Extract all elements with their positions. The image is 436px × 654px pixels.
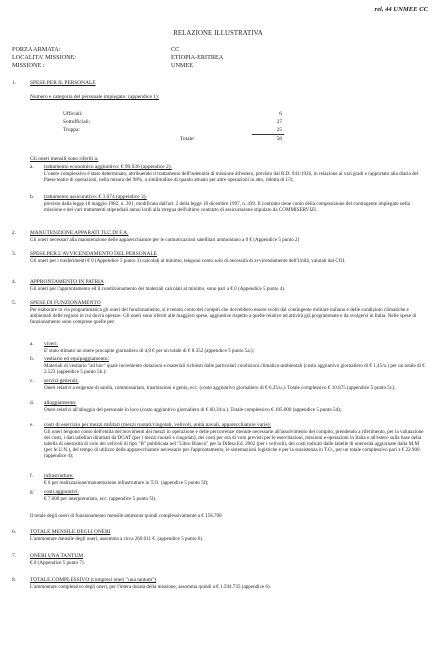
section-6-number: 6.: [12, 529, 17, 535]
section-5-closing: Il totale degli oneri di funzionamento mensile ammonta quindi complessivamente a € 156.700: [30, 513, 222, 519]
section-4-number: 4.: [12, 279, 17, 285]
header-value-localita: ETIOPIA-ERITREA: [171, 54, 224, 61]
s5-item-e-body: Gli oneri tengono conto dell'entità dei movimenti dei mezzi in operazione e delle percorrenze ritenute necessarie all'assolvimento del compito, prendendo a riferimento, per la valutazione dei costi, i dati tabellari diramati da DGAT (per i mezzi ruotati e cingolati), dei costi per ora di volo previsti per le esercitazioni, missioni e operazioni in Italia e all'estero sulla base della tabella di onerosità di volo dei velivoli di tipo "B" pubblicata nel "Libro Bianco" per la Difesa Ed. 2002 (per i velivoli), dei costi indicati dalle tabelle di onerosità aggiornate dalla M.M (per le U.N.), del tempo di utilizzo delle apparecchiature necessarie per l'approntamento, le sistemazioni logistiche e per la sussistenza in T.O., per un totale complessivo pari a € 22.900 (appendice 4);: [44, 429, 424, 460]
s5-item-d-letter: d.: [30, 400, 35, 406]
s5-item-c-letter: c.: [30, 378, 34, 384]
section-1-subheading: Numero e categoria del personale impiegato: (appendice 1):: [30, 94, 160, 100]
section-8-heading: TOTALE COMPLESSIVO (compresi oneri "una tantum"): [30, 577, 157, 583]
section-5-number: 5.: [12, 300, 17, 306]
section-7-number: 7.: [12, 553, 17, 559]
s5-item-g-body: € 7.000 per interpretariato, ecc. (appendice 5 punto 5l).: [44, 496, 157, 502]
s1-item-b-head: trattamento assicurativo: € 3.674 (appendice 3).: [44, 194, 147, 200]
staff-label-officers: Ufficiali:: [63, 111, 83, 117]
staff-total-label: Totale:: [180, 136, 195, 142]
staff-label-troops: Truppa:: [63, 127, 80, 133]
section-8-number: 8.: [12, 577, 17, 583]
s5-item-b-head: vestiario ed equipaggiamento:: [44, 356, 109, 362]
s1-item-b-letter: b.: [30, 194, 35, 200]
s5-item-e-head: costi di esercizio per mezzi militari (mezzi ruotati/cingolati, velivoli, unità navali, apparecchiature varie):: [44, 422, 272, 428]
section-5-intro: Per elaborare in via programmatica gli oneri del funzionamento, si è tenuto conto dei compiti che dovrebbero essere svolti dal contingente militare italiano e delle condizioni climatiche e ambientali delle regioni in cui dovrà operare. Gli oneri sono riferiti alle maggiori spese, aggiuntive rispetto a quelle relative ad attività già programmate e da svolgersi in Italia. Nelle spese di funzionamento sono comprese quelle per:: [30, 307, 417, 326]
staff-value-officers: 6: [279, 111, 282, 117]
section-8-body: L'ammontare complessivo degli oneri, per l'intera durata della missione, assomma quindi a € 1.594.735 (appendice 6).: [30, 584, 271, 590]
section-3-number: 3.: [12, 251, 17, 257]
s5-item-f-body: € 0 per realizzazione/manutenzione infrastrutture in T.O. (appendice 5 punto 5f);: [44, 480, 209, 486]
section-2-number: 2.: [12, 230, 17, 236]
header-label-missione: MISSIONE :: [12, 62, 45, 69]
s5-item-f-letter: f.: [30, 473, 34, 479]
section-1-heading: SPESE PER IL PERSONALE: [30, 80, 96, 86]
section-6-body: L'ammontare mensile degli oneri, assomma a circa 260.011 €. (appendice 5 punto 6).: [30, 536, 204, 542]
section-5-heading: SPESE DI FUNZIONAMENTO: [30, 300, 101, 306]
staff-value-troops: 25: [276, 127, 282, 133]
document-title: RELAZIONE ILLUSTRATIVA: [173, 30, 263, 37]
header-label-forza: FORZA ARMATA:: [12, 46, 61, 53]
header-value-missione: UNMEE: [171, 62, 193, 69]
s5-item-d-head: alloggiamento:: [44, 400, 77, 406]
s1-item-b-body: previsto dalla legge 18 maggio 1982, n. 301, modificata dall'art. 2 della legge 18 dicembre 1997, n. 439. Il contratto tiene conto della composizione del contingente impiegato nella missione e dei vari trattamenti stipendiali annui lordi alla stregua dell'ultimo contratto di assicurazione stipulato da COMMISERVIZI.: [44, 201, 410, 214]
total-divider: [252, 134, 284, 135]
section-2-body: Gli oneri necessari alla manutenzione delle apparecchiature per le comunicazioni satellitari ammontano a 0 € (Appendice 5 punto 2): [30, 237, 300, 243]
page-reference: rel. 44 UNMEE CC: [374, 6, 428, 13]
s5-item-d-body: Oneri relativi all'alloggio del personale in loco (costo aggiuntivo giornaliero di € 60,34/u.). Totale complessivo € 105.000 (appendice 5 punto 5d);: [44, 407, 342, 413]
s5-item-a-letter: a.: [30, 341, 34, 347]
s1-item-a-body: L'onere complessivo è stato determinato, attribuendo il trattamento dell'indennità di missione all'estero, previsto dal R.D. 941/1926, in relazione ai vari gradi e rapportato alla diaria del Paese teatro di operazioni, nella misura del 98%, a similitudine di quanto attuato per altre operazioni in atto, ridotta di 1/3;: [44, 171, 419, 184]
staff-value-nco: 27: [276, 119, 282, 125]
s5-item-f-head: infrastrutture:: [44, 473, 74, 479]
section-1-intro: Gli oneri mensili sono riferiti a:: [30, 156, 99, 162]
section-7-body: € 0 (Appendice 5 punto 7).: [30, 560, 85, 566]
s5-item-c-head: servizi generali:: [44, 378, 79, 384]
section-7-heading: ONERI UNA TANTUM: [30, 553, 84, 559]
section-3-body: Gli oneri per i trasferimenti € 0 (Appendice 5 punto 3) calcolati al minimo, tengono conto solo di necessità di avvicendamento dell'Unità, valutati dal COI.: [30, 258, 346, 264]
section-4-body: Gli oneri per l'approntamento ed il condizionamento dei materiali calcolati al minimo, sono pari a € 0 (Appendice 5 punto 4).: [30, 286, 286, 292]
header-value-forza: CC: [171, 46, 180, 53]
s5-item-e-letter: e.: [30, 422, 34, 428]
section-4-heading: APPRONTAMENTO IN PATRIA: [30, 279, 104, 285]
header-label-localita: LOCALITA' MISSIONE:: [12, 54, 77, 61]
section-3-heading: SPESE PER L'AVVICENDAMENTO DEL PERSONALE: [30, 251, 157, 257]
section-6-heading: TOTALE MENSILE DEGLI ONERI: [30, 529, 111, 535]
section-1-number: 1.: [12, 80, 17, 86]
section-2-heading: MANUTENZIONE APPARATI TLC DI F.A.: [30, 230, 129, 236]
s5-item-g-head: costi aggiuntivi:: [44, 489, 79, 495]
s5-item-b-letter: b.: [30, 356, 35, 362]
staff-total-value: 58: [276, 136, 282, 142]
staff-label-nco: Sottufficiali:: [63, 119, 91, 125]
s1-item-a-head: trattamento economico aggiuntivo: € 99.636 (appendice 2).: [44, 164, 172, 170]
s1-item-a-letter: a.: [30, 164, 34, 170]
s5-item-c-body: Oneri relativi a esigenze di sanità, commissariato, trasmissioni e genio, ecc. (costo aggiuntivo giornaliero di € 6,25/u.). Totale complessivo € 10.875 (appendice 5 punto 5c);: [44, 385, 396, 391]
s5-item-a-body: E' stato stimato un onere procapite giornaliero di 4,8 € per un totale di € 8.352 (appendice 5 punto 5a.);: [44, 348, 254, 354]
s5-item-a-head: viveri:: [44, 341, 59, 347]
s5-item-g-letter: g.: [30, 489, 35, 495]
s5-item-b-body: Materiali di vestiario "ad hoc" quale incremento dotazioni e materiali richiesti dalle particolari condizioni climatico-ambientali (costo aggiuntivo giornaliero di € 1,45/u.) per un totale di € 2.523 (appendice 5 punto 5b.);: [44, 363, 425, 376]
